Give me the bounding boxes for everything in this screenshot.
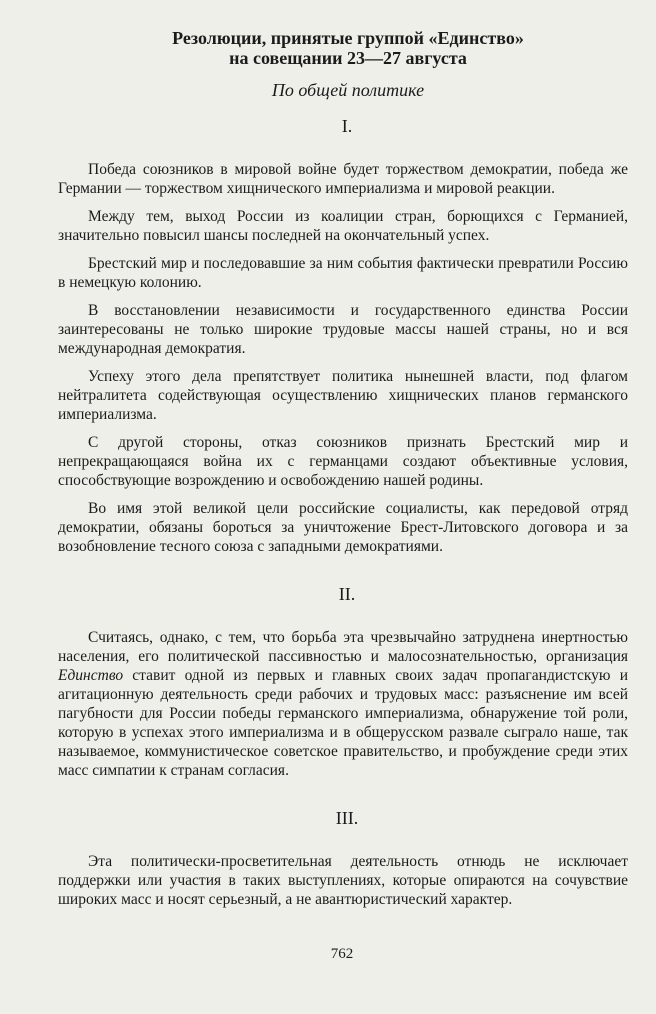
- document-title: [58, 28, 628, 68]
- section-3-body: [58, 852, 628, 909]
- paragraph-text-after: ставит одной из первых и главных своих задач пропагандистскую и агитационную деятельность среди рабочих и трудовых масс: разъяснение им всей пагубности для России победы германского империализма, обнаружение той роли, которую в успехах этого империализма и в общерусском развале сыграло наше, так называемое, коммунистическое советское правительство, и пробуждение среди этих масс симпатии к странам согласия.: [58, 667, 628, 779]
- paragraph: В восстановлении независимости и государственного единства России заинтересованы не только широкие трудовые массы нашей страны, но и вся международная демократия.: [58, 302, 628, 357]
- organization-name-emphasis: Единство: [58, 667, 124, 684]
- section-2-body: [58, 628, 628, 780]
- section-numeral-1: I.: [341, 116, 353, 136]
- paragraph-text-before: Считаясь, однако, с тем, что борьба эта чрезвычайно затруднена инертностью населения, его политической пассивностью и малосознательностью, организация: [58, 629, 628, 665]
- section-1-body: [58, 160, 628, 556]
- paragraph: Победа союзников в мировой войне будет торжеством демократии, победа же Германии — торжеством хищнического империализма и мировой реакции.: [58, 161, 628, 197]
- paragraph: [58, 628, 628, 780]
- paragraph: С другой стороны, отказ союзников признать Брестский мир и непрекращающаяся война их с германцами создают объективные условия, способствующие возрождению и освобождению нашей родины.: [58, 434, 628, 489]
- section-numeral-2: II.: [338, 584, 356, 604]
- page-number: 762: [330, 946, 354, 962]
- paragraph: Брестский мир и последовавшие за ним события фактически превратили Россию в немецкую колонию.: [58, 255, 628, 291]
- paragraph: Успеху этого дела препятствует политика нынешней власти, под флагом нейтралитета содействующая осуществлению хищнических планов германского империализма.: [58, 368, 628, 423]
- title-line-2: на совещании 23—27 августа: [229, 48, 467, 68]
- paragraph: Эта политически-просветительная деятельность отнюдь не исключает поддержки или участия в таких выступлениях, которые опираются на сочувствие широких масс и носят серьезный, а не авантюристический характер.: [58, 853, 628, 908]
- paragraph: Между тем, выход России из коалиции стран, борющихся с Германией, значительно повысил шансы последней на окончательный успех.: [58, 208, 628, 244]
- section-numeral-3: III.: [335, 808, 359, 828]
- section-subtitle: По общей политике: [271, 80, 425, 100]
- paragraph: Во имя этой великой цели российские социалисты, как передовой отряд демократии, обязаны бороться за уничтожение Брест-Литовского договора и за возобновление тесного союза с западными демократиями.: [58, 500, 628, 555]
- title-line-1: Резолюции, принятые группой «Единство»: [172, 28, 524, 48]
